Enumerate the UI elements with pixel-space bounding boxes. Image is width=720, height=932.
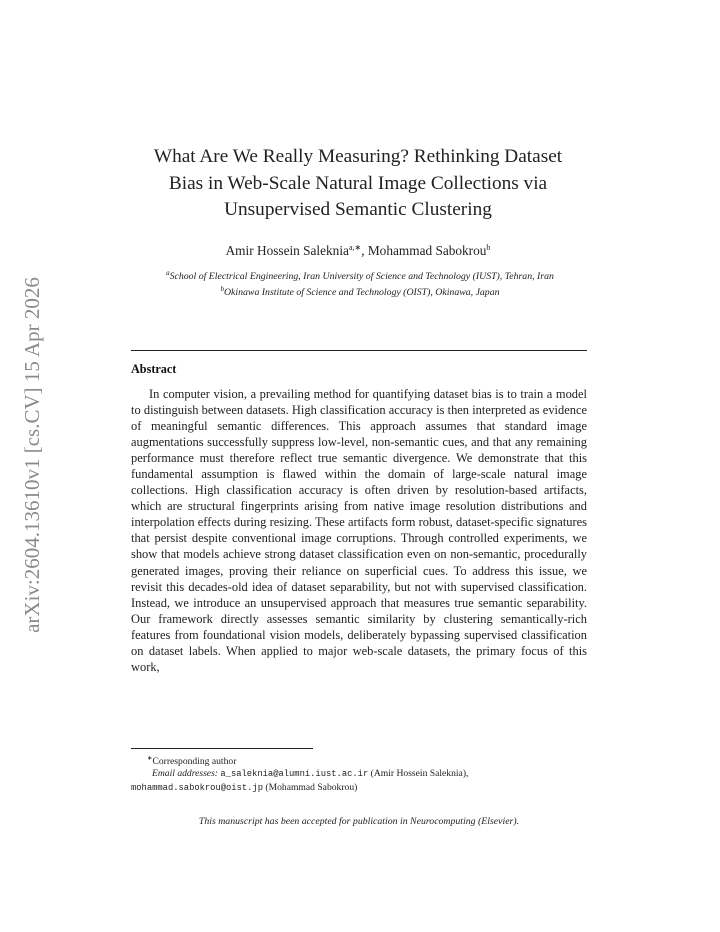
author-separator: , <box>361 243 368 258</box>
author-affiliation-mark: b <box>486 243 491 252</box>
affiliations <box>140 267 580 300</box>
footnote-text: Corresponding author <box>152 756 237 767</box>
author-name: Mohammad Sabokrou <box>367 243 487 258</box>
author-list <box>120 239 596 260</box>
affiliation-mark: b <box>220 285 224 294</box>
arxiv-identifier: arXiv:2604.13610v1 [cs.CV] 15 Apr 2026 <box>20 277 44 633</box>
paper-title <box>120 144 596 224</box>
affiliation-text: School of Electrical Engineering, Iran University of Science and Technology (IUST), Tehran, Iran <box>169 271 554 282</box>
affiliation-b <box>140 283 580 299</box>
footnote-emails <box>152 767 612 781</box>
affiliation-mark: a <box>166 269 170 277</box>
title-line: What Are We Really Measuring? Rethinking Dataset <box>153 146 563 167</box>
email-link[interactable]: a_saleknia@alumni.iust.ac.ir <box>220 769 369 779</box>
author-affiliation-mark: a,∗ <box>348 243 362 252</box>
abstract-top-rule <box>131 350 587 351</box>
email-owner: (Mohammad Sabokrou) <box>265 782 358 793</box>
abstract-heading: Abstract <box>131 362 177 376</box>
footnote-mark: ∗ <box>147 755 153 762</box>
footnote-emails-cont <box>131 781 591 795</box>
author-name: Amir Hossein Saleknia <box>225 243 349 258</box>
acceptance-note: This manuscript has been accepted for publication in Neurocomputing (Elsevier). <box>198 816 520 827</box>
footnote-rule <box>131 748 313 749</box>
email-label: Email addresses: <box>152 768 218 779</box>
title-line: Unsupervised Semantic Clustering <box>224 199 492 220</box>
affiliation-a <box>140 267 580 283</box>
affiliation-text: Okinawa Institute of Science and Technology (OIST), Okinawa, Japan <box>223 287 500 299</box>
email-link[interactable]: mohammad.sabokrou@oist.jp <box>131 783 263 793</box>
email-owner: (Amir Hossein Saleknia), <box>370 768 469 779</box>
title-line: Bias in Web-Scale Natural Image Collections via <box>168 172 548 194</box>
abstract-body: In computer vision, a prevailing method for quantifying dataset bias is to train a model to distinguish between datasets. High classification accuracy is then interpreted as evidence of meaningful semantic differences. This approach assumes that standard image augmentations successfully suppress low-level, non-semantic cues, and that any remaining performance must therefore reflect true semantic divergence. We demonstrate that this fundamental assumption is flawed within the domain of large-scale natural image collections. High classification accuracy is often driven by resolution-based artifacts, which are structural fingerprints arising from native image resolution distributions and interpolation effects during resizing. These artifacts form robust, dataset-specific signatures that persist despite conventional image corruptions. Through controlled experiments, we show that models achieve strong dataset classification even on non-semantic, procedurally generated images, proving their reliance on superficial cues. To address this issue, we revisit this decades-old idea of dataset separability, but not with supervised classification. Instead, we introduce an unsupervised approach that measures true semantic separability. Our framework directly assesses semantic similarity by clustering semantically-rich features from foundational vision models, deliberately bypassing supervised classification on dataset labels. When applied to major web-scale datasets, the primary focus of this work, <box>131 387 587 674</box>
footnote-corresponding <box>147 752 607 768</box>
